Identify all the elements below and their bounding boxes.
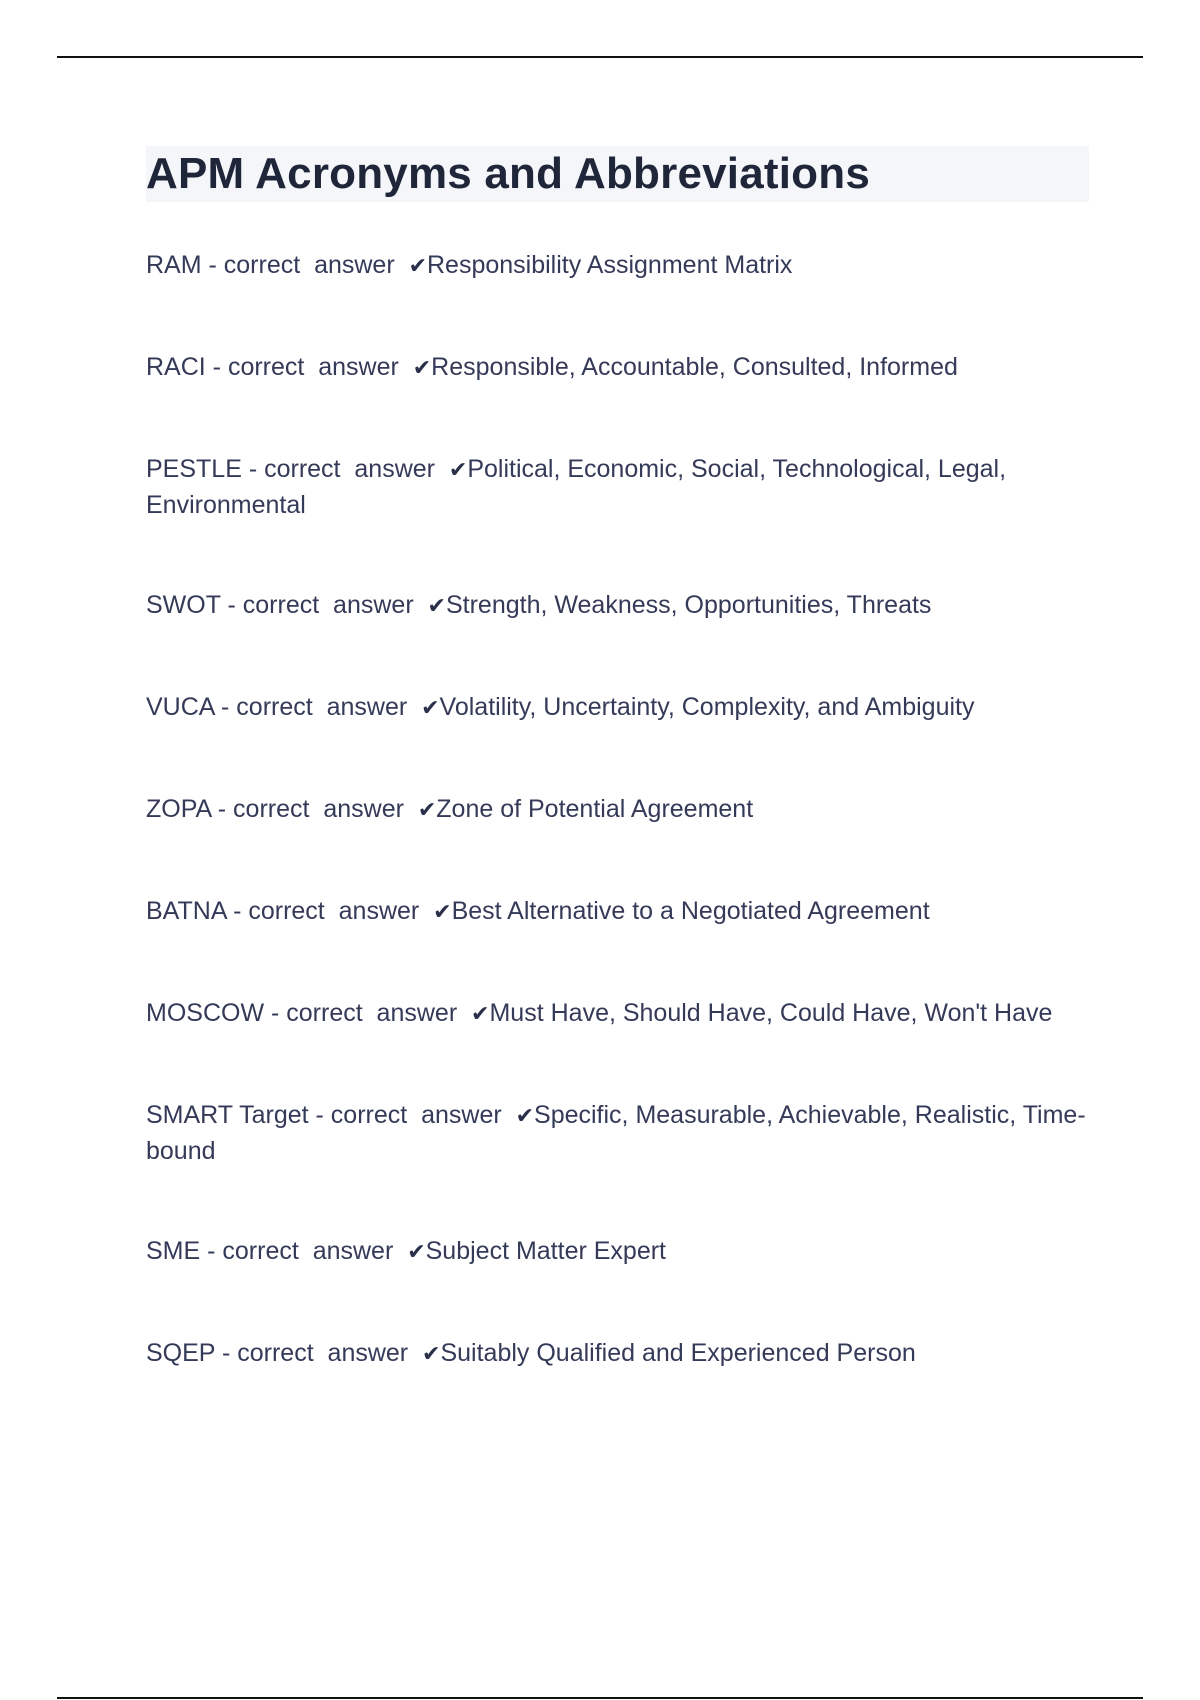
entry-definition: Responsibility Assignment Matrix xyxy=(427,251,793,279)
entry-separator: - correct answer xyxy=(264,999,472,1027)
check-icon: ✔ xyxy=(433,900,452,925)
list-item xyxy=(146,1336,1096,1372)
list-item xyxy=(146,588,1096,624)
entry-term: RACI xyxy=(146,353,206,381)
list-item xyxy=(146,894,1096,930)
entry-definition: Must Have, Should Have, Could Have, Won't Have xyxy=(489,999,1053,1027)
list-item xyxy=(146,996,1096,1032)
entry-separator: - correct answer xyxy=(214,693,422,721)
entry-separator: - correct answer xyxy=(241,455,449,483)
entry-definition: Suitably Qualified and Experienced Person xyxy=(440,1339,916,1367)
entry-separator: - correct answer xyxy=(220,591,428,619)
entry-definition: Strength, Weakness, Opportunities, Threats xyxy=(445,591,932,619)
top-rule xyxy=(57,56,1143,58)
check-icon: ✔ xyxy=(515,1104,535,1129)
check-icon: ✔ xyxy=(422,1342,441,1367)
entry-term: ZOPA xyxy=(146,795,211,823)
page-title: APM Acronyms and Abbreviations xyxy=(146,149,870,198)
list-item xyxy=(146,1098,1096,1168)
list-item xyxy=(146,248,1096,284)
check-icon: ✔ xyxy=(427,594,446,619)
entry-term: SME xyxy=(146,1237,201,1265)
entry-term: VUCA xyxy=(146,693,215,721)
entry-term: SMART Target xyxy=(146,1101,309,1129)
check-icon: ✔ xyxy=(412,356,432,381)
entry-definition: Best Alternative to a Negotiated Agreement xyxy=(451,897,930,925)
entry-definition: Specific, Measurable, Achievable, Realistic, Time-bound xyxy=(146,1101,1086,1165)
check-icon: ✔ xyxy=(448,458,468,483)
entry-separator: - correct answer xyxy=(308,1101,516,1129)
acronym-list xyxy=(146,248,1096,1438)
entry-separator: - correct answer xyxy=(210,795,418,823)
list-item xyxy=(146,350,1096,386)
check-icon: ✔ xyxy=(417,798,437,823)
entry-separator: - correct answer xyxy=(226,897,434,925)
entry-term: MOSCOW xyxy=(146,999,265,1027)
entry-separator: - correct answer xyxy=(201,251,409,279)
entry-separator: - correct answer xyxy=(215,1339,423,1367)
list-item xyxy=(146,452,1096,522)
list-item xyxy=(146,792,1096,828)
bottom-rule xyxy=(57,1697,1143,1699)
entry-definition: Zone of Potential Agreement xyxy=(436,795,754,823)
entry-separator: - correct answer xyxy=(200,1237,408,1265)
entry-definition: Political, Economic, Social, Technological, Legal, Environmental xyxy=(146,455,1007,519)
entry-term: SQEP xyxy=(146,1339,216,1367)
entry-term: PESTLE xyxy=(146,455,242,483)
list-item xyxy=(146,690,1096,726)
check-icon: ✔ xyxy=(407,1240,426,1265)
check-icon: ✔ xyxy=(421,696,440,721)
check-icon: ✔ xyxy=(471,1002,490,1027)
check-icon: ✔ xyxy=(408,254,427,279)
entry-separator: - correct answer xyxy=(205,353,413,381)
list-item xyxy=(146,1234,1096,1270)
entry-term: SWOT xyxy=(146,591,221,619)
entry-term: BATNA xyxy=(146,897,227,925)
entry-definition: Subject Matter Expert xyxy=(425,1237,667,1265)
entry-definition: Responsible, Accountable, Consulted, Informed xyxy=(431,353,958,381)
entry-term: RAM xyxy=(146,251,202,279)
entry-definition: Volatility, Uncertainty, Complexity, and Ambiguity xyxy=(439,693,975,721)
